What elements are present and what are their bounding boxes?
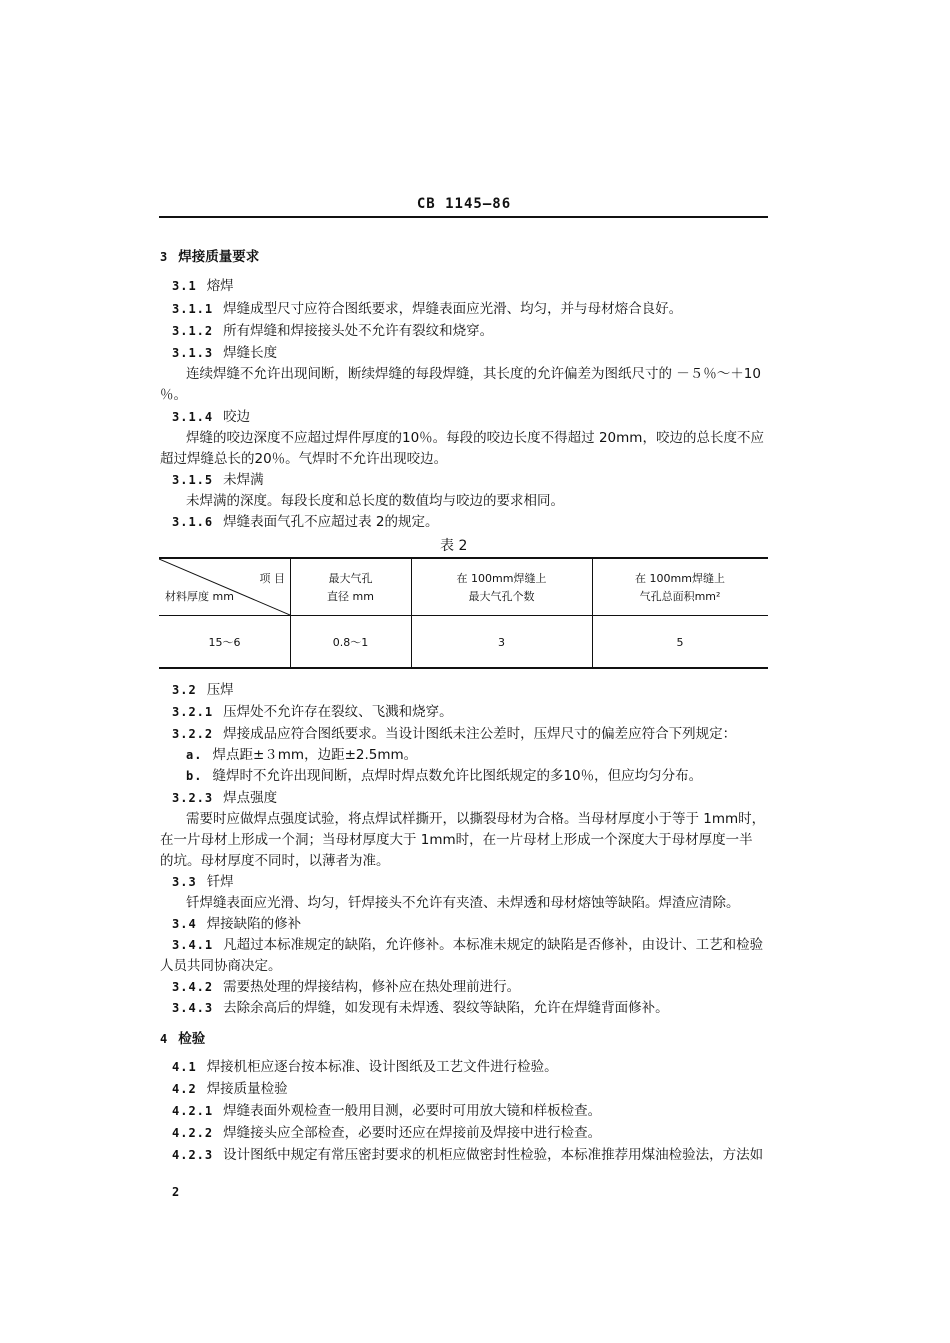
clause-text: 需要热处理的焊接结构，修补应在热处理前进行。 — [223, 979, 521, 995]
clause-3-4-2 — [172, 978, 520, 996]
paragraph-line: 需要时应做焊点强度试验，将点焊试样撕开，以撕裂母材为合格。当母材厚度小于等于 1mm时， — [186, 811, 766, 827]
section-title: 钎焊 — [206, 874, 234, 890]
clause-number: 3.4.2 — [172, 980, 214, 994]
table-2 — [159, 557, 768, 669]
col-header-max-count-line1: 在 100mm焊缝上 — [456, 572, 547, 585]
paragraph-line: ％。 — [160, 387, 187, 403]
section-3-heading — [160, 248, 259, 266]
clause-number: 3.1.6 — [172, 515, 214, 529]
clause-number: 3.4.1 — [172, 938, 214, 952]
section-number: 3.3 — [172, 875, 197, 889]
clause-3-4-3 — [172, 999, 669, 1017]
clause-3-4-1 — [172, 936, 763, 954]
clause-title: 焊缝长度 — [223, 345, 278, 361]
paragraph-line: 钎焊缝表面应光滑、均匀，钎焊接头不允许有夹渣、未焊透和母材熔蚀等缺陷。焊渣应清除。 — [186, 895, 740, 911]
paragraph-line: 在一片母材上形成一个洞；当母材厚度大于 1mm时，在一片母材上形成一个深度大于母材厚度一半 — [160, 832, 753, 848]
clause-title: 未焊满 — [223, 472, 264, 488]
list-item-a — [186, 746, 417, 764]
section-number: 4.2 — [172, 1082, 197, 1096]
clause-4-2-2 — [172, 1124, 601, 1142]
clause-text: 焊缝表面外观检查一般用目测，必要时可用放大镜和样板检查。 — [223, 1103, 602, 1119]
table-cell-thickness: 15～6 — [208, 636, 241, 649]
clause-3-1-5-heading — [172, 471, 264, 489]
list-label: b. — [186, 769, 203, 783]
section-3-4-heading — [172, 915, 301, 933]
clause-3-2-2 — [172, 725, 736, 743]
corner-thickness-label: 材料厚度 mm — [165, 590, 234, 603]
section-title: 压焊 — [206, 682, 234, 698]
clause-number: 3.4.3 — [172, 1001, 214, 1015]
clause-4-2-1 — [172, 1102, 601, 1120]
page-number: 2 — [172, 1185, 180, 1199]
clause-3-1-1 — [172, 300, 682, 318]
clause-text: 去除余高后的焊缝，如发现有未焊透、裂纹等缺陷，允许在焊缝背面修补。 — [223, 1000, 669, 1016]
paragraph-line: 人员共同协商决定。 — [160, 958, 282, 974]
clause-text: 焊缝接头应全部检查，必要时还应在焊接前及焊接中进行检查。 — [223, 1125, 602, 1141]
clause-number: 3.1.4 — [172, 410, 214, 424]
clause-number: 4.2.3 — [172, 1148, 214, 1162]
clause-number: 3.1.5 — [172, 473, 214, 487]
section-number: 3.1 — [172, 279, 197, 293]
section-4-2-heading — [172, 1080, 288, 1098]
list-text: 缝焊时不允许出现间断，点焊时焊点数允许比图纸规定的多10％，但应均匀分布。 — [212, 768, 703, 784]
clause-number: 4.1 — [172, 1060, 197, 1074]
clause-text: 焊缝成型尺寸应符合图纸要求，焊缝表面应光滑、均匀，并与母材熔合良好。 — [223, 301, 683, 317]
col-header-max-count-line2: 最大气孔个数 — [468, 590, 535, 603]
clause-number: 3.1.1 — [172, 302, 214, 316]
clause-text: 焊接成品应符合图纸要求。当设计图纸未注公差时，压焊尺寸的偏差应符合下列规定： — [223, 726, 737, 742]
table-cell-max-pore: 0.8～1 — [332, 636, 369, 649]
clause-3-2-1 — [172, 703, 453, 721]
clause-text: 焊接机柜应逐台按本标准、设计图纸及工艺文件进行检验。 — [206, 1059, 558, 1075]
paragraph-line: 焊缝的咬边深度不应超过焊件厚度的10％。每段的咬边长度不得超过 20mm，咬边的总长度不应 — [186, 430, 764, 446]
clause-text: 压焊处不允许存在裂纹、飞溅和烧穿。 — [223, 704, 453, 720]
col-header-total-area-line2: 气孔总面积mm² — [639, 590, 721, 603]
clause-3-1-3-heading — [172, 344, 277, 362]
col-header-max-pore-line1: 最大气孔 — [328, 572, 373, 585]
clause-number: 3.1.3 — [172, 346, 214, 360]
header-rule — [159, 216, 768, 218]
clause-3-1-2 — [172, 322, 493, 340]
col-header-max-pore-line2: 直径 mm — [327, 590, 374, 603]
paragraph-line: 超过焊缝总长的20％。气焊时不允许出现咬边。 — [160, 451, 448, 467]
list-text: 焊点距±３mm，边距±2.5mm。 — [212, 747, 418, 763]
section-title: 熔焊 — [206, 278, 234, 294]
section-title: 焊接缺陷的修补 — [206, 916, 302, 932]
section-number: 4 — [160, 1032, 169, 1046]
section-number: 3.2 — [172, 683, 197, 697]
document-code-header: CB 1145—86 — [416, 196, 512, 212]
table-caption: 表 2 — [440, 538, 468, 554]
clause-number: 3.2.1 — [172, 705, 214, 719]
corner-item-label: 项 目 — [259, 572, 285, 585]
section-number: 3.4 — [172, 917, 197, 931]
header-diagonal — [159, 559, 290, 615]
clause-number: 3.1.2 — [172, 324, 214, 338]
list-item-b — [186, 767, 702, 785]
section-4-heading — [160, 1030, 205, 1048]
clause-3-1-6 — [172, 513, 439, 531]
clause-3-2-3-heading — [172, 789, 277, 807]
clause-text: 焊缝表面气孔不应超过表 2的规定。 — [223, 514, 439, 530]
list-label: a. — [186, 748, 203, 762]
section-title: 焊接质量要求 — [178, 249, 260, 265]
clause-text: 设计图纸中规定有常压密封要求的机柜应做密封性检验，本标准推荐用煤油检验法，方法如 — [223, 1147, 764, 1163]
table-cell-total-area: 5 — [676, 636, 684, 649]
clause-text: 所有焊缝和焊接接头处不允许有裂纹和烧穿。 — [223, 323, 494, 339]
section-title: 检验 — [178, 1031, 206, 1047]
clause-title: 焊点强度 — [223, 790, 278, 806]
section-title: 焊接质量检验 — [206, 1081, 288, 1097]
clause-title: 咬边 — [223, 409, 251, 425]
clause-4-1 — [172, 1058, 558, 1076]
paragraph-line: 未焊满的深度。每段长度和总长度的数值均与咬边的要求相同。 — [186, 493, 564, 509]
section-3-2-heading — [172, 681, 234, 699]
paragraph-line: 的坑。母材厚度不同时，以薄者为准。 — [160, 853, 390, 869]
clause-number: 4.2.1 — [172, 1104, 214, 1118]
clause-number: 3.2.3 — [172, 791, 214, 805]
clause-3-1-4-heading — [172, 408, 250, 426]
clause-number: 3.2.2 — [172, 727, 214, 741]
section-3-3-heading — [172, 873, 234, 891]
clause-number: 4.2.2 — [172, 1126, 214, 1140]
clause-4-2-3 — [172, 1146, 763, 1164]
section-number: 3 — [160, 250, 169, 264]
paragraph-line: 连续焊缝不允许出现间断，断续焊缝的每段焊缝，其长度的允许偏差为图纸尺寸的 －５％～＋10 — [186, 366, 761, 382]
col-header-total-area-line1: 在 100mm焊缝上 — [635, 572, 725, 585]
clause-text: 凡超过本标准规定的缺陷，允许修补。本标准未规定的缺陷是否修补，由设计、工艺和检验 — [223, 937, 764, 953]
header-divider — [159, 615, 768, 616]
table-cell-max-count: 3 — [498, 636, 505, 649]
section-3-1-heading — [172, 277, 234, 295]
